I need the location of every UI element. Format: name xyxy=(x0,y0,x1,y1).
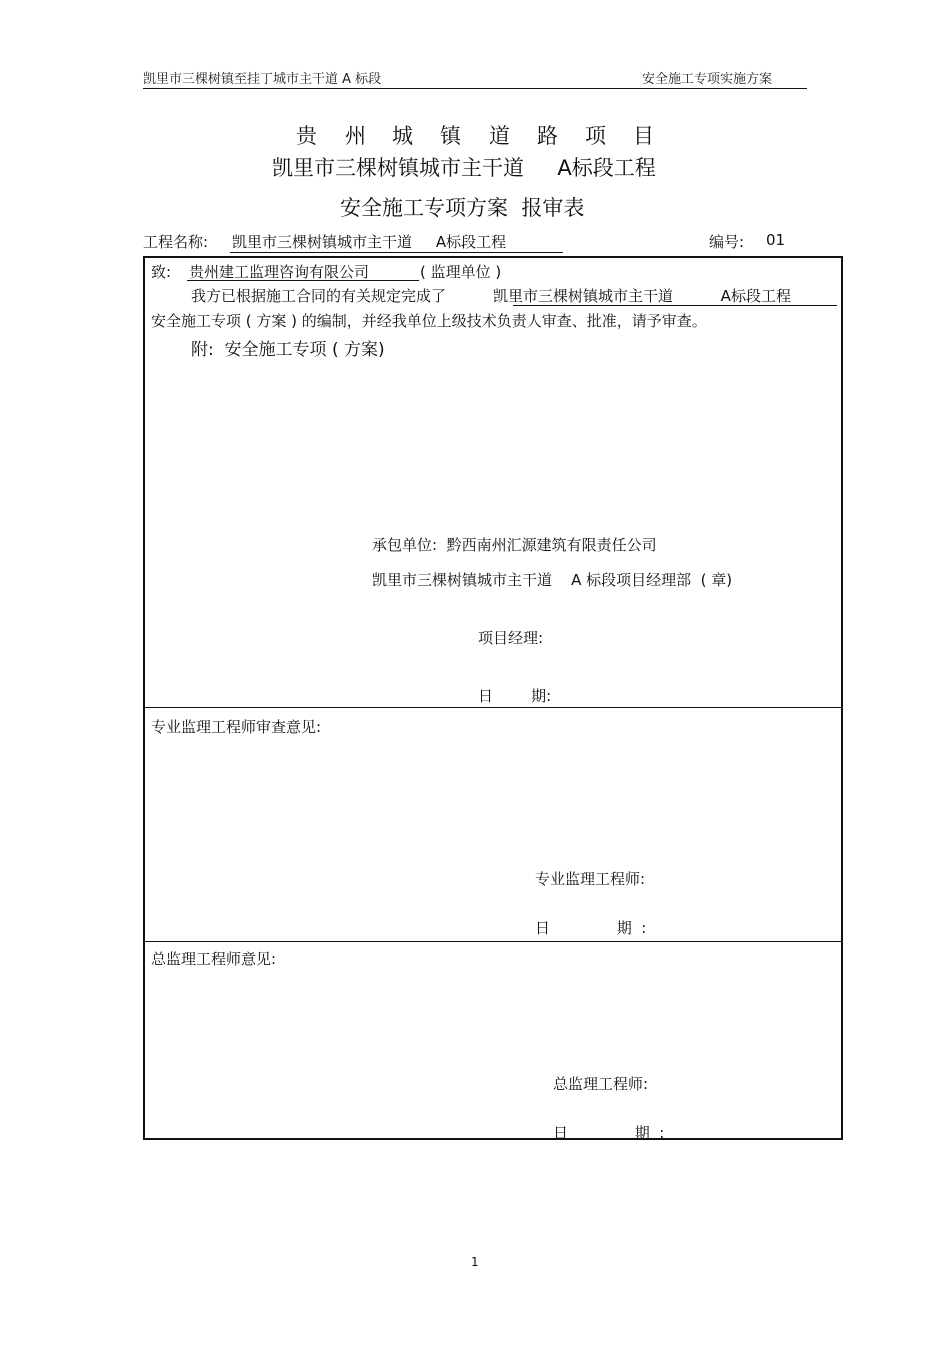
project-name-value: 凯里市三棵树镇城市主干道 A标段工程 xyxy=(232,233,507,251)
title-char: 项 xyxy=(585,124,606,148)
body-project: 凯里市三棵树镇城市主干道 A标段工程 xyxy=(493,287,791,305)
title-char: 路 xyxy=(537,124,558,148)
title-char: 镇 xyxy=(440,124,461,148)
title-line-3: 安全施工专项方案 报审表 xyxy=(340,196,585,220)
title-line-2: 凯里市三棵树镇城市主干道 A标段工程 xyxy=(272,156,656,180)
body-project-underline xyxy=(513,305,837,306)
title-char: 道 xyxy=(489,124,510,148)
engineer-date-label: 日 期 : xyxy=(535,919,647,937)
date-label: 日 期: xyxy=(478,687,552,705)
title-char: 目 xyxy=(633,124,654,148)
chief-date-label: 日 期 : xyxy=(553,1124,665,1142)
to-label: 致: xyxy=(151,263,172,281)
project-name-underline xyxy=(230,252,563,253)
engineer-review-heading: 专业监理工程师审查意见: xyxy=(151,718,322,736)
title-char: 贵 xyxy=(296,124,317,148)
title-line-1 xyxy=(0,120,950,148)
approval-form-table xyxy=(143,256,843,1140)
row-divider xyxy=(145,941,841,942)
number-value: 01 xyxy=(766,231,786,249)
running-header-right: 安全施工专项实施方案 xyxy=(642,72,773,87)
number-label: 编号: xyxy=(709,233,745,251)
row-divider xyxy=(145,707,841,708)
running-header-left: 凯里市三棵树镇至挂丁城市主干道 A 标段 xyxy=(143,72,382,87)
body-prefix: 我方已根据施工合同的有关规定完成了 xyxy=(191,287,447,305)
supervisor-suffix: ( 监理单位 ) xyxy=(420,263,502,281)
attachment-line: 附: 安全施工专项 ( 方案) xyxy=(191,340,385,360)
engineer-signer-label: 专业监理工程师: xyxy=(535,870,646,888)
title-char: 城 xyxy=(392,124,413,148)
page-number: 1 xyxy=(471,1255,479,1269)
header-rule xyxy=(143,88,807,89)
chief-signer-label: 总监理工程师: xyxy=(553,1075,649,1093)
supervisor-company-underline xyxy=(187,280,419,281)
body-line-2: 安全施工专项 ( 方案 ) 的编制，并经我单位上级技术负责人审查、批准，请予审查。 xyxy=(151,312,707,330)
project-dept-line: 凯里市三棵树镇城市主干道 A 标段项目经理部 ( 章) xyxy=(372,571,733,589)
chief-opinion-heading: 总监理工程师意见: xyxy=(151,950,277,968)
project-manager-label: 项目经理: xyxy=(478,629,544,647)
contractor-line: 承包单位: 黔西南州汇源建筑有限责任公司 xyxy=(372,536,657,554)
title-char: 州 xyxy=(345,124,366,148)
supervisor-company: 贵州建工监理咨询有限公司 xyxy=(189,263,370,281)
project-name-label: 工程名称: xyxy=(143,233,209,251)
